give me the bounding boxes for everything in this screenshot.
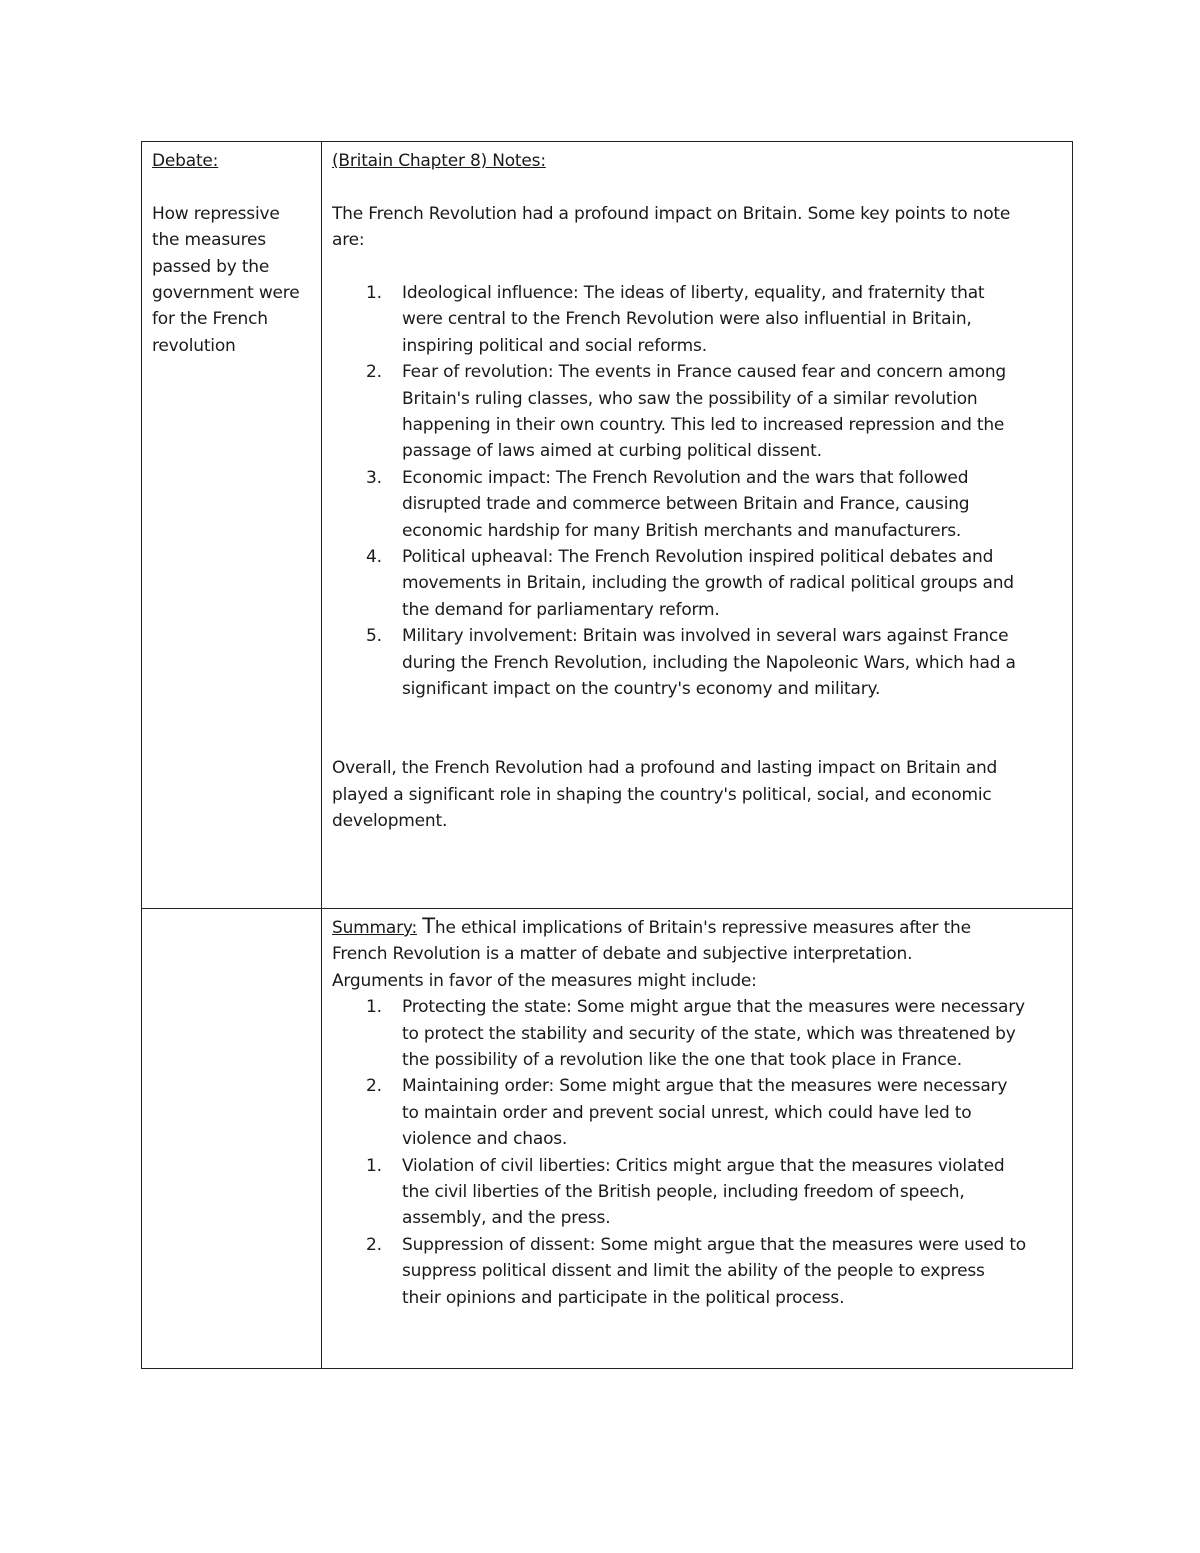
summary-list — [332, 994, 1062, 1311]
summary-drop-letter: T — [422, 914, 435, 938]
debate-cell — [142, 142, 322, 909]
empty-cell — [142, 909, 322, 1369]
notes-heading: (Britain Chapter 8) Notes: — [332, 151, 546, 171]
debate-heading: Debate: — [152, 151, 219, 171]
list-item: 2. Maintaining order: Some might argue that the measures were necessary to maintain order and prevent social unrest, which could have led to violence and chaos. — [366, 1076, 1008, 1150]
table-row — [142, 142, 1073, 909]
notes-conclusion: Overall, the French Revolution had a profound and lasting impact on Britain and played a significant role in shaping the country's political, social, and economic development. — [332, 758, 998, 832]
notes-cell — [322, 142, 1073, 909]
list-item: 5. Military involvement: Britain was involved in several wars against France during the French Revolution, including the Napoleonic Wars, which had a significant impact on the country's economy and military. — [366, 626, 1016, 700]
list-item: 1. Ideological influence: The ideas of liberty, equality, and fraternity that were central to the French Revolution were also influential in Britain, inspiring political and social reforms. — [366, 283, 985, 356]
notes-list — [332, 280, 1062, 703]
summary-label: Summary: — [332, 918, 418, 938]
list-item: 4. Political upheaval: The French Revolution inspired political debates and movements in Britain, including the growth of radical political groups and the demand for parliamentary reform. — [366, 547, 1014, 620]
list-item: 2. Fear of revolution: The events in France caused fear and concern among Britain's ruling classes, who saw the possibility of a similar revolution happening in their own country. This led to increased repression and the passage of laws aimed at curbing political dissent. — [366, 362, 1007, 462]
table-row — [142, 909, 1073, 1369]
notes-table — [141, 141, 1073, 1369]
list-item: 1. Violation of civil liberties: Critics might argue that the measures violated the civil liberties of the British people, including freedom of speech, assembly, and the press. — [366, 1155, 1005, 1229]
debate-question: How repressive the measures passed by the government were for the French revolution — [152, 203, 300, 356]
list-item: 3. Economic impact: The French Revolution and the wars that followed disrupted trade and commerce between Britain and France, causing economic hardship for many British merchants and manufacturers. — [366, 467, 970, 541]
notes-intro: The French Revolution had a profound impact on Britain. Some key points to note are: — [332, 203, 1011, 251]
summary-first-line: Summary: The ethical implications of Britain's repressive measures after the — [332, 914, 971, 938]
list-item: 1. Protecting the state: Some might argue that the measures were necessary to protect the stability and security of the state, which was threatened by the possibility of a revolution like the one that took place in France. — [366, 997, 1025, 1071]
summary-cell: Summary: The ethical implications of Britain's repressive measures after the French Revolution is a matter of debate and subjective interpretation. Arguments in favor of the measures might include: 1. Protecting the state: Some might argue that the measures were necessary to protect the stability and security of the state, which was threatened by the possibility of a revolution like the one that took place in France. 2. Maintaining order: Some might argue that the measures were necessary to maintain order and prevent social unrest, which could have led to violence and chaos. 1. Violation of civil liberties: Critics might argue that the measures violated the civil liberties of the British people, including freedom of speech, assembly, and the press. 2. Suppression of dissent: Some might argue that the measures were used to suppress political dissent and limit the ability of the people to express their opinions and participate in the political process. — [322, 909, 1073, 1369]
list-item: 2. Suppression of dissent: Some might argue that the measures were used to suppress political dissent and limit the ability of the people to express their opinions and participate in the political process. — [366, 1234, 1026, 1308]
